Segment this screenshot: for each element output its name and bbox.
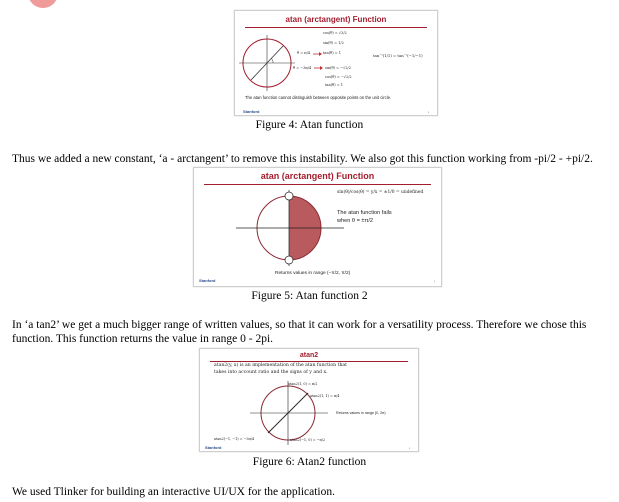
slide-atan-function [234,10,438,116]
arrowhead-top [319,52,322,56]
paragraph-1: Thus we added a new constant, ‘a - arctangent’ to remove this instability. We also got this function working from -pi/2 - +pi/2. [12,153,593,165]
slide-atan2 [199,348,419,452]
figure-caption-5: Figure 5: Atan function 2 [251,290,368,302]
eq-tan-inverse: tan⁻¹(1/1) = tan⁻¹(−1/−1) [373,53,423,58]
slide-title: atan (arctangent) Function [260,171,375,181]
range-note: Returns values in range (−π/2, π/2) [275,271,351,276]
open-point-bottom [285,256,293,264]
eq-sin-top: sin(θ) = 1/2 [323,41,344,45]
slide-number: ▪ [433,279,435,283]
eq-tan-top: tan(θ) = 1 [323,51,341,55]
range-note: Returns values in range [0, 2π) [336,411,386,415]
eq-left: atan2(−1, −1) = −3π/4 [214,437,255,441]
eq-theta-top: θ = π/4 [297,51,310,55]
slide-title: atan (arctangent) Function [285,15,387,24]
fails-line-2: when θ = ±π/2 [337,218,374,224]
stanford-logo: Stanford [199,278,216,283]
slide-atan-function-2 [193,167,442,287]
stanford-logo: Stanford [243,109,260,114]
open-point-top [285,192,293,200]
eq-cos-top: cos(θ) = √3/2 [323,31,347,35]
slide-title: atan2 [299,352,319,359]
slide-number: ▪ [427,110,429,114]
arrowhead-bottom [320,66,323,70]
intro-line-2: takes into account ratio and the signs of y and x. [214,370,328,375]
eq-ratio: sin(θ)/cos(θ) = y/x = ±1/0 = undefined [337,190,424,195]
eq-theta-bottom: θ = −3π/4 [293,66,312,70]
paragraph-2: In ‘a tan2’ we get a much bigger range of written values, so that it can work for a versatility process. Therefore we chose this function. This function returns the value in range 0 - 2pi. [12,319,587,345]
eq-sin-bottom: sin(θ) = −√2/2 [325,66,351,70]
slide-number: ▪ [408,446,410,450]
eq-right: atan2(1, 1) = π/4 [310,394,340,398]
eq-cos-bottom: cos(θ) = −√2/2 [325,75,352,79]
eq-top: atan2(1, 0) = π/2 [288,382,318,386]
fails-line-1: The atan function fails [337,210,392,216]
decorative-blob [28,0,58,8]
half-circle-diagram [194,168,442,287]
intro-line-1: atan2(y, x) is an implementation of the atan function that [214,363,347,368]
figure-caption-6: Figure 6: Atan2 function [252,456,367,468]
figure-caption-4: Figure 4: Atan function [255,119,364,131]
eq-bottom: atan2(−1, 0) = −π/2 [290,438,326,442]
eq-tan-bottom: tan(θ) = 1 [325,83,343,87]
stanford-logo: Stanford [205,445,222,450]
paragraph-3: We used Tlinker for building an interactive UI/UX for the application. [12,486,335,498]
slide-note: The atan function cannot distinguish between opposite points on the unit circle. [245,95,392,100]
